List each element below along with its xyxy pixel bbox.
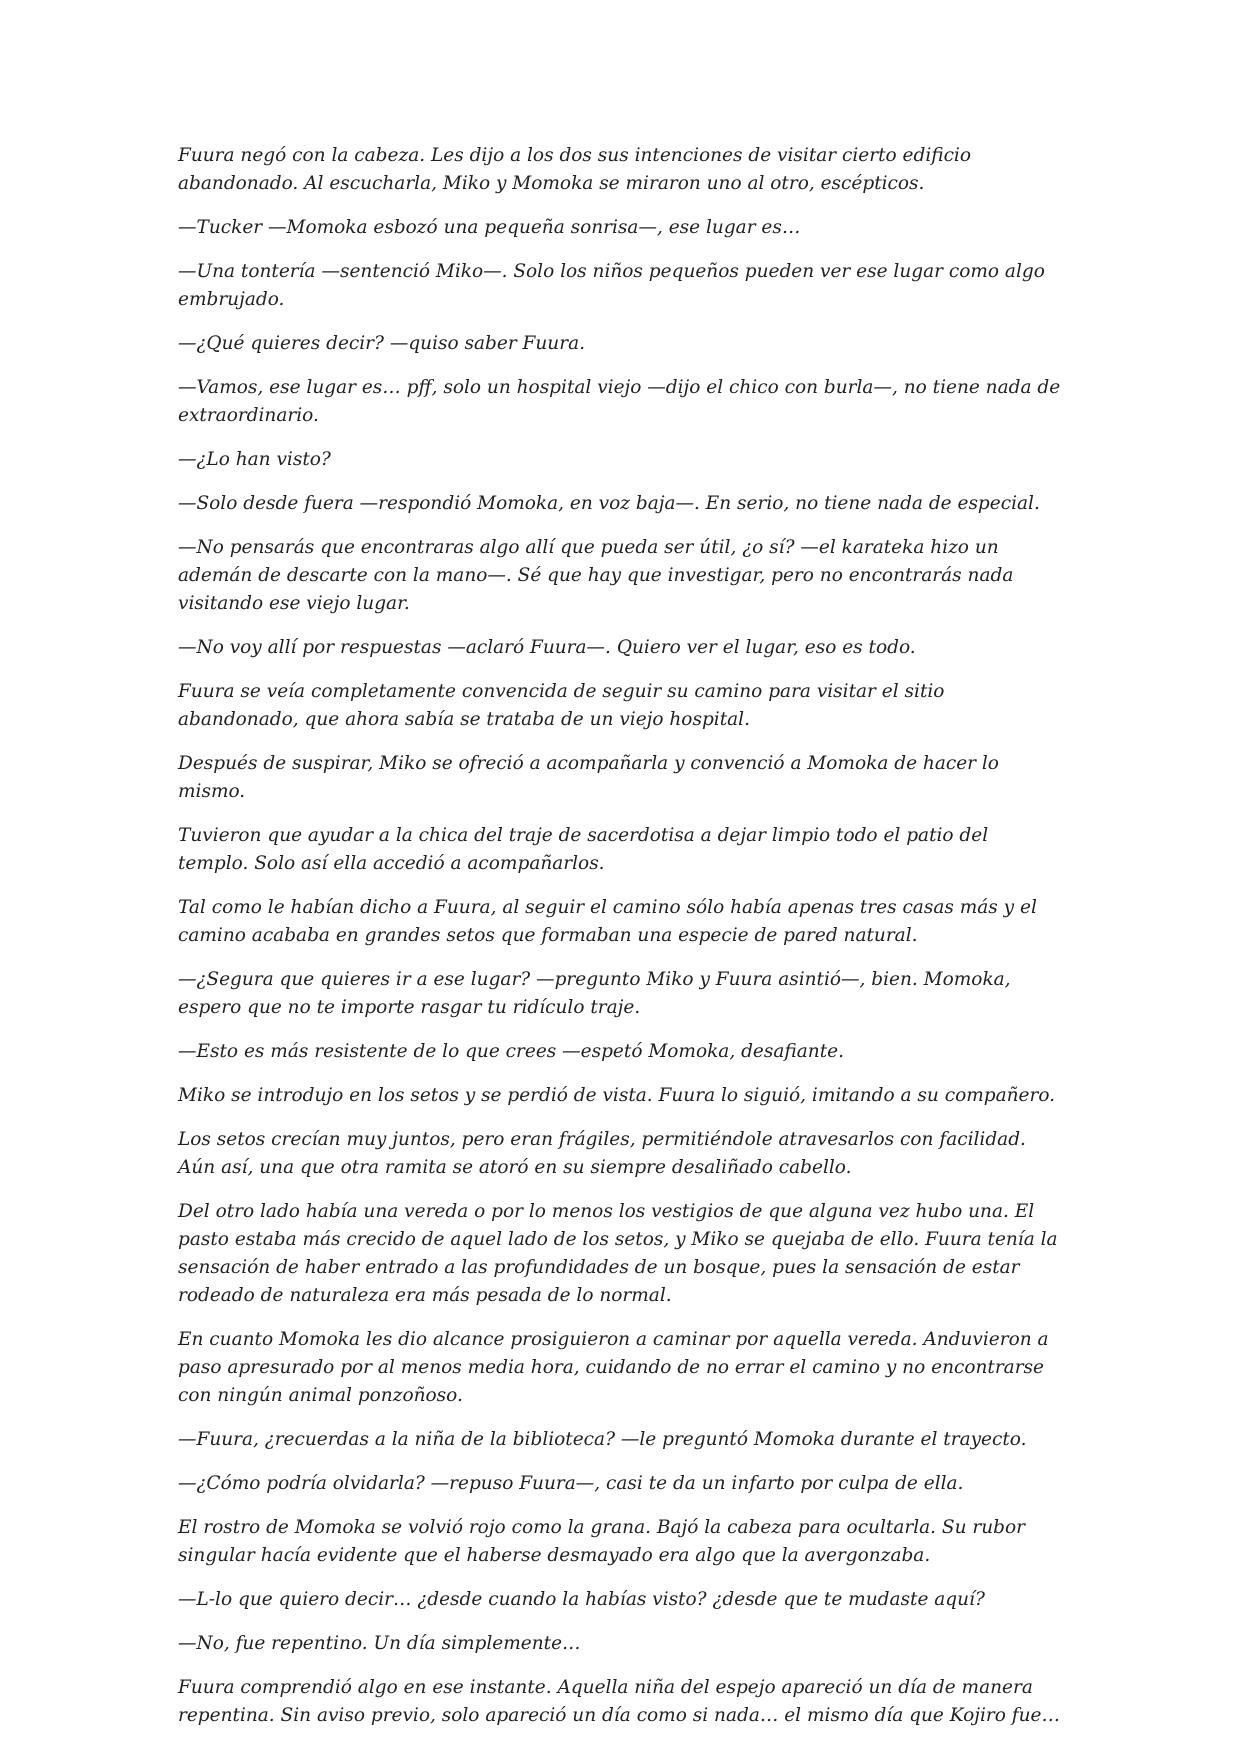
paragraph: —L-lo que quiero decir… ¿desde cuando la habías visto? ¿desde que te mudaste aquí? — [178, 1589, 985, 1610]
paragraph: —Tucker —Momoka esbozó una pequeña sonrisa—, ese lugar es… — [178, 217, 801, 238]
paragraph: —Esto es más resistente de lo que crees —espetó Momoka, desafiante. — [178, 1041, 844, 1062]
paragraph: —Vamos, ese lugar es… pff, solo un hospital viejo —dijo el chico con burla—, no tiene nada de extraordinario. — [178, 377, 1061, 426]
paragraph: Fuura negó con la cabeza. Les dijo a los dos sus intenciones de visitar cierto edificio abandonado. Al escucharla, Miko y Momoka se miraron uno al otro, escépticos. — [178, 145, 971, 194]
paragraph: Después de suspirar, Miko se ofreció a acompañarla y convenció a Momoka de hacer lo mismo. — [178, 753, 999, 802]
paragraph: —¿Segura que quieres ir a ese lugar? —pregunto Miko y Fuura asintió—, bien. Momoka, espero que no te importe rasgar tu ridículo traje. — [178, 969, 1011, 1018]
paragraph: —No pensarás que encontraras algo allí que pueda ser útil, ¿o sí? —el karateka hizo un ademán de descarte con la mano—. Sé que hay que investigar, pero no encontrarás nada visitando ese viejo lugar. — [178, 537, 1014, 614]
paragraph: —No, fue repentino. Un día simplemente… — [178, 1633, 581, 1654]
paragraph: El rostro de Momoka se volvió rojo como la grana. Bajó la cabeza para ocultarla. Su rubor singular hacía evidente que el haberse desmayado era algo que la avergonzaba. — [178, 1517, 1025, 1566]
paragraph: —No voy allí por respuestas —aclaró Fuura—. Quiero ver el lugar, eso es todo. — [178, 637, 916, 658]
paragraph: Fuura se veía completamente convencida de seguir su camino para visitar el sitio abandonado, que ahora sabía se trataba de un viejo hospital. — [178, 681, 945, 730]
paragraph: En cuanto Momoka les dio alcance prosiguieron a caminar por aquella vereda. Anduvieron a paso apresurado por al menos media hora, cuidando de no errar el camino y no encontrarse con ningún animal ponzoñoso. — [178, 1329, 1049, 1406]
paragraph: Tal como le habían dicho a Fuura, al seguir el camino sólo había apenas tres casas más y el camino acababa en grandes setos que formaban una especie de pared natural. — [178, 897, 1037, 946]
paragraph: —Fuura, ¿recuerdas a la niña de la biblioteca? —le preguntó Momoka durante el trayecto. — [178, 1429, 1027, 1450]
paragraph: —Solo desde fuera —respondió Momoka, en voz baja—. En serio, no tiene nada de especial. — [178, 493, 1040, 514]
paragraph: Miko se introdujo en los setos y se perdió de vista. Fuura lo siguió, imitando a su compañero. — [178, 1085, 1056, 1106]
paragraph: Fuura comprendió algo en ese instante. Aquella niña del espejo apareció un día de manera repentina. Sin aviso previo, solo apareció un día como si nada… el mismo día que Kojiro fue… — [178, 1677, 1060, 1726]
paragraph: —¿Cómo podría olvidarla? —repuso Fuura—, casi te da un infarto por culpa de ella. — [178, 1473, 964, 1494]
paragraph: Del otro lado había una vereda o por lo menos los vestigios de que alguna vez hubo una. El pasto estaba más crecido de aquel lado de los setos, y Miko se quejaba de ello. Fuura tenía la sensación de haber entrado a las profundidades de un bosque, pues la sensación de estar rodeado de naturaleza era más pesada de lo normal. — [178, 1201, 1058, 1306]
paragraph: Tuvieron que ayudar a la chica del traje de sacerdotisa a dejar limpio todo el patio del templo. Solo así ella accedió a acompañarlos. — [178, 825, 989, 874]
paragraph: Los setos crecían muy juntos, pero eran frágiles, permitiéndole atravesarlos con facilidad. Aún así, una que otra ramita se atoró en su siempre desaliñado cabello. — [178, 1129, 1026, 1178]
paragraph: —Una tontería —sentenció Miko—. Solo los niños pequeños pueden ver ese lugar como algo embrujado. — [178, 261, 1045, 310]
paragraph: —¿Lo han visto? — [178, 449, 331, 470]
body-text — [178, 142, 1062, 1746]
paragraph: —¿Qué quieres decir? —quiso saber Fuura. — [178, 333, 585, 354]
